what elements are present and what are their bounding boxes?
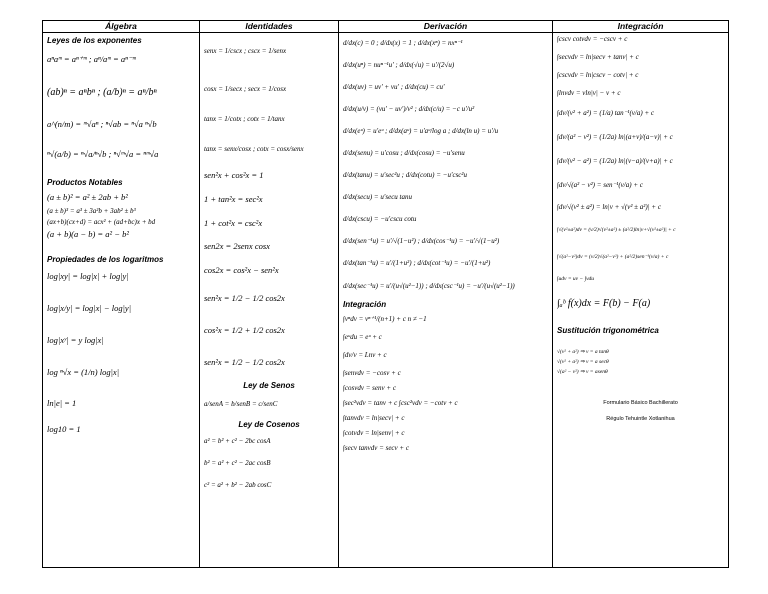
formula: a/senA = b/senB = c/senC [204,400,278,409]
formula: cosx = 1/secx ; secx = 1/cosx [204,85,287,94]
formula: ∫ₐᵇ f(x)dx = F(b) − F(a) [557,298,651,310]
formula: senx = 1/cscx ; cscx = 1/senx [204,47,287,55]
formula: d/dx(tanu) = u'sec²u ; d/dx(cotu) = −u'csc²u [343,171,467,180]
formula: ⁿ√(a/b) = ⁿ√a/ⁿ√b ; ⁿ√ᵐ√a = ⁿᵐ√a [47,150,159,160]
formula: ∫vⁿdv = vⁿ⁺¹/(n+1) + c n ≠ −1 [343,314,427,323]
formula: ∫√(a²−v²)dv = (v/2)√(a²−v²) + (a²/2)sen⁻¹(v/a) + c [557,253,669,260]
identidades-column [200,33,339,568]
formula: sen²x = 1/2 − 1/2 cos2x [204,357,285,367]
formula: sen2x = 2senx cosx [204,242,270,252]
formula: √(v² + a²) ⇒ v = a secθ [557,359,609,366]
formula: d/dx(cscu) = −u'cscu cotu [343,215,417,224]
formula: ∫senvdv = −cosv + c [343,368,401,377]
formula: d/dx(c) = 0 ; d/dx(x) = 1 ; d/dx(xⁿ) = nxⁿ⁻¹ [343,39,463,47]
formula: d/dx(eᵘ) = u'eᵘ ; d/dx(aᵘ) = u'aᵘ/log a ; d/dx(ln u) = u'/u [343,127,499,136]
formula: d/dx(sec⁻¹u) = u'/(u√(u²−1)) ; d/dx(csc⁻¹u) = −u'/(u√(u²−1)) [343,281,515,290]
formula: 1 + cot²x = csc²x [204,218,263,228]
formula: ∫tanvdv = ln|secv| + c [343,413,405,422]
formula: ∫√(v²±a²)dv = (v/2)√(v²±a²) ± (a²/2)ln|v+√(v²±a²)| + c [557,227,676,234]
formula: log|x/y| = log|x| − log|y| [47,304,132,314]
formula: d/dx(tan⁻¹u) = u'/(1+u²) ; d/dx(cot⁻¹u) = −u'/(1+u²) [343,259,491,268]
formula: ∫dv/√(v² ± a²) = ln|v + √(v² ± a²)| + c [557,203,661,212]
formula: ∫cosvdv = senv + c [343,383,396,392]
cosenos-title: Ley de Cosenos [238,420,300,430]
formula: log|xʸ| = y log|x| [47,335,104,345]
formula: ∫sec²vdv = tanv + c ∫csc²vdv = −cotv + c [343,398,458,407]
productos-title: Productos Notables [47,177,123,187]
sustitucion-title: Sustitución trigonométrica [557,325,659,335]
formula: d/dx(u/v) = (vu' − uv')/v² ; d/dx(c/u) = −c u'/u² [343,105,475,114]
formula: d/dx(sen⁻¹u) = u'/√(1−u²) ; d/dx(cos⁻¹u) = −u'/√(1−u²) [343,237,500,246]
formula: tanx = senx/cosx ; cotx = cosx/senx [204,145,304,154]
formula: ∫udv = uv − ∫vdu [557,276,595,283]
header-identidades: Identidades [200,21,339,33]
formula: (ax+b)(cx+d) = acx² + (ad+bc)x + bd [47,217,156,226]
header-integracion: Integración [553,21,729,33]
integracion-column [553,33,729,568]
formula: d/dx(uⁿ) = nuⁿ⁻¹u' ; d/dx(√u) = u'/(2√u) [343,61,455,70]
formula: sen²x = 1/2 − 1/2 cos2x [204,294,285,304]
formula: √(a² − v²) ⇒ v = asenθ [557,369,608,376]
senos-title: Ley de Senos [243,381,295,391]
formula: (a ± b)² = a² ± 2ab + b² [47,192,128,202]
formula: sen²x + cos²x = 1 [204,171,264,181]
formula: ∫secv tanvdv = secv + c [343,443,409,452]
leyes-title: Leyes de los exponentes [47,36,142,45]
formula: d/dx(uv) = uv' + vu' ; d/dx(cu) = cu' [343,83,445,92]
derivacion-column [339,33,553,568]
footer-title: Formulario Básico Bachillerato [603,399,678,406]
formula: a^(n/m) = ᵐ√aⁿ ; ⁿ√ab = ⁿ√a ⁿ√b [47,120,157,130]
formula: (a ± b)³ = a³ ± 3a²b + 3ab² ± b³ [47,206,136,215]
formula: ln|e| = 1 [47,399,77,409]
header-derivacion: Derivación [339,21,553,33]
formula: log10 = 1 [47,425,81,435]
formula: ∫cscvdv = ln|cscv − cotv| + c [557,71,639,80]
formula: ∫dv/√(a² − v²) = sen⁻¹(v/a) + c [557,181,643,190]
formula: d/dx(senu) = u'cosu ; d/dx(cosu) = −u'senu [343,149,465,158]
formula: aⁿaᵐ = aⁿ⁺ᵐ ; aⁿ/aᵐ = aⁿ⁻ᵐ [47,55,136,64]
formula: (ab)ⁿ = aⁿbⁿ ; (a/b)ⁿ = aⁿ/bⁿ [47,86,157,98]
formula: ∫dv/(v² + a²) = (1/a) tan⁻¹(v/a) + c [557,109,655,118]
formula: 1 + tan²x = sec²x [204,194,263,204]
formula: ∫lnvdv = vln|v| − v + c [557,89,621,98]
formula: cos2x = cos²x − sen²x [204,266,279,276]
formula: ∫dv/(a² − v²) = (1/2a) ln|(a+v)/(a−v)| + c [557,133,673,142]
formula: c² = a² + b² − 2ab cosC [204,481,272,490]
formula: b² = a² + c² − 2ac cosB [204,459,271,468]
formula: ∫eᵘdu = eᵘ + c [343,332,382,341]
formula: ∫cotvdv = ln|senv| + c [343,428,405,437]
formula: ∫cscv cotvdv = −cscv + c [557,35,628,43]
integracion-subtitle: Integración [343,299,387,309]
header-algebra: Álgebra [43,21,200,33]
formula: d/dx(secu) = u'secu tanu [343,193,413,202]
log-title: Propiedades de los logaritmos [47,255,164,265]
formula: cos²x = 1/2 + 1/2 cos2x [204,325,285,335]
formula: log|xy| = log|x| + log|y| [47,272,129,282]
formula: log ⁿ√x = (1/n) log|x| [47,367,120,377]
formula: √(v² + a²) ⇒ v = a tanθ [557,348,609,355]
formula-sheet [42,20,729,568]
header-row [43,21,729,33]
algebra-column [43,33,200,568]
formula: ∫dv/(v² − a²) = (1/2a) ln|(v−a)/(v+a)| + c [557,157,673,166]
formula: ∫secvdv = ln|secv + tanv| + c [557,53,639,62]
formula: tanx = 1/cotx ; cotx = 1/tanx [204,115,285,124]
formula: a² = b² + c² − 2bc cosA [204,437,271,446]
formula: ∫dv/v = Lnv + c [343,350,387,359]
formula: (a + b)(a − b) = a² − b² [47,229,129,239]
footer-author: Régulo Tehuintle Xotlanihua [606,415,675,422]
